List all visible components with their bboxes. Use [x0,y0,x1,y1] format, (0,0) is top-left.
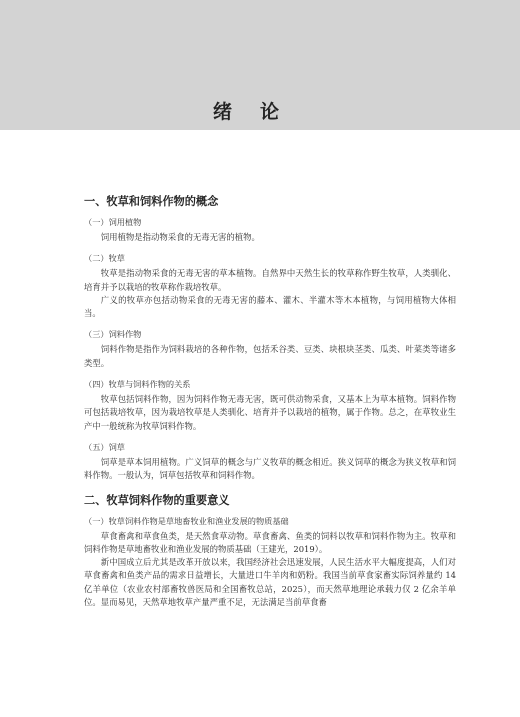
section-heading: 二、牧草饲料作物的重要意义 [84,493,230,507]
page-body [84,193,456,618]
paragraph: 饲用植物是指动物采食的无毒无害的植物。 [100,232,260,242]
paragraph: 牧草是指动物采食的无毒无害的草本植物。自然界中天然生长的牧草称作野生牧草，人类驯化、培育并予以栽培的牧草称作栽培牧草。 [84,268,456,292]
paragraph: 草食畜禽和草食鱼类，是天然食草动物。草食畜禽、鱼类的饲料以牧草和饲料作物为主。牧草和饲料作物是草地畜牧业和渔业发展的物质基础（王建光，2019）。 [84,530,456,554]
subsection-heading: （二）牧草 [84,253,125,264]
chapter-title: 绪论 [212,101,307,123]
subsection-heading: （三）饲料作物 [84,329,142,340]
subsection-heading: （五）饲草 [84,441,125,452]
paragraph: 新中国成立后尤其是改革开放以来，我国经济社会迅速发展，人民生活水平大幅度提高，人们对草食畜禽和鱼类产品的需求日益增长，大量进口牛羊肉和奶粉。我国当前草食家畜实际饲养量约 14 亿羊单位（农业农村部畜牧兽医局和全国畜牧总站，2025），而天然草地理论承载力仅 2 亿余羊单位。显而易见，天然草地牧草产量严重不足，无法满足当前草食畜 [84,557,456,608]
paragraph: 广义的牧草亦包括动物采食的无毒无害的藤本、灌木、半灌木等木本植物，与饲用植物大体相当。 [84,294,456,319]
subsection-heading: （四）牧草与饲料作物的关系 [84,379,191,390]
subsection-heading: （一）牧草饲料作物是草地畜牧业和渔业发展的物质基础 [84,515,289,526]
paragraph: 饲草是草本饲用植物。广义饲草的概念与广义牧草的概念相近。狭义饲草的概念为狭义牧草和饲料作物。一般认为，饲草包括牧草和饲料作物。 [84,456,456,481]
subsection-heading: （一）饲用植物 [84,217,142,227]
paragraph: 牧草包括饲料作物，因为饲料作物无毒无害，既可供动物采食，又基本上为草本植物。饲料作物可包括栽培牧草，因为栽培牧草是人类驯化、培育并予以栽培的植物，属于作物。总之，在草牧业生产中一般统称为牧草饲料作物。 [84,394,456,431]
paragraph: 饲料作物是指作为饲料栽培的各种作物，包括禾谷类、豆类、块根块茎类、瓜类、叶菜类等诸多类型。 [84,344,456,368]
section-heading: 一、牧草和饲料作物的概念 [84,195,219,208]
